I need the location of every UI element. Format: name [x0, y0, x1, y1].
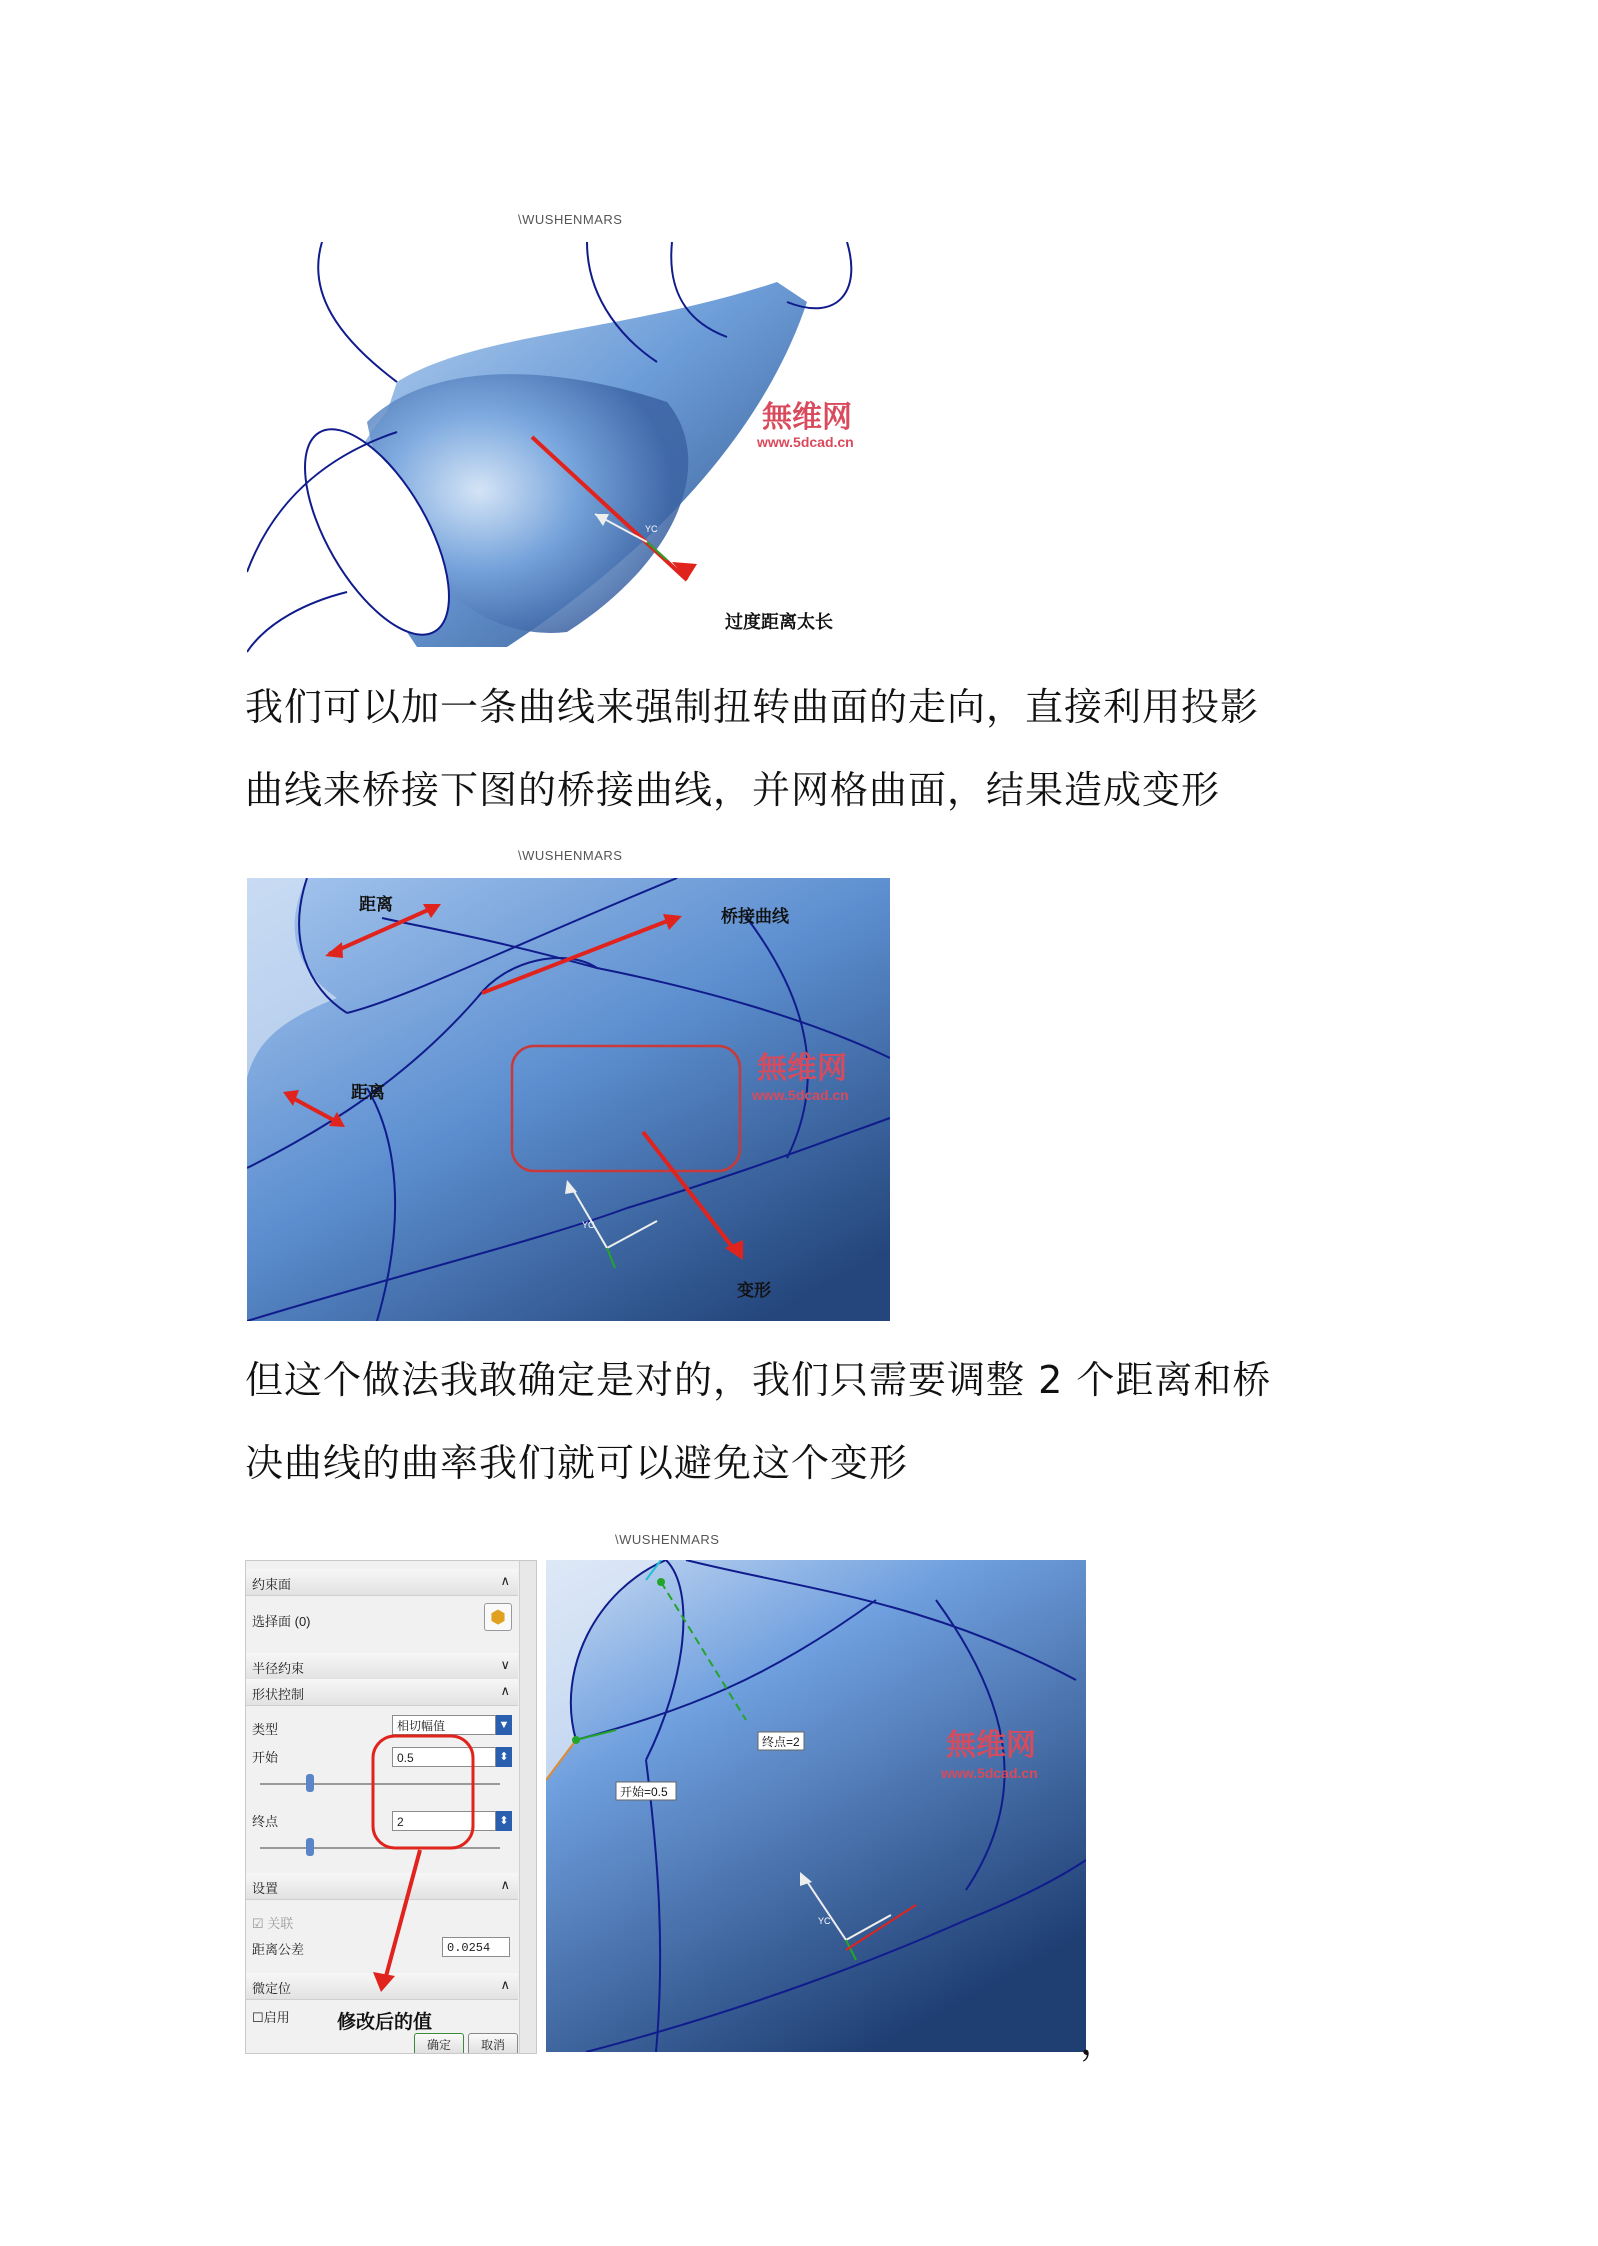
trailing-comma: ， — [1080, 2019, 1119, 2063]
annotation-modified-values: 修改后的值 — [337, 2011, 433, 2033]
end-tag: 终点=2 — [762, 1735, 800, 1749]
figure-3-viewport — [546, 1560, 1086, 2052]
label-distance-top: 距离 — [359, 895, 393, 915]
type-dropdown-icon[interactable]: ▼ — [496, 1715, 512, 1735]
section-fine-positioning[interactable]: 微定位 ∧ — [246, 1973, 518, 2000]
paragraph-1-line-2: 曲线来桥接下图的桥接曲线，并网格曲面，结果造成变形 — [245, 768, 1221, 812]
figure-1-render — [247, 242, 903, 656]
expand-icon[interactable]: ∨ — [500, 1657, 510, 1672]
start-stepper-icon[interactable]: ⬍ — [496, 1747, 512, 1767]
distance-tolerance-field[interactable]: 0.0254 — [442, 1937, 510, 1957]
axis-label-yc-2: YC — [582, 1220, 595, 1230]
axis-label-yc-3: YC — [818, 1916, 831, 1926]
annotation-too-long: 过度距离太长 — [725, 612, 833, 633]
section-settings[interactable]: 设置 ∧ — [246, 1873, 518, 1900]
logo-url-1: www.5dcad.cn — [757, 434, 854, 450]
watermark-2: \WUSHENMARS — [518, 848, 623, 863]
type-select[interactable]: 相切幅值 — [392, 1715, 496, 1735]
type-label: 类型 — [252, 1722, 279, 1737]
section-shape-control[interactable]: 形状控制 ∧ — [246, 1679, 518, 1706]
section-radius-constraint[interactable]: 半径约束 ∨ — [246, 1653, 518, 1680]
distance-tolerance-label: 距离公差 — [252, 1942, 305, 1957]
watermark-3: \WUSHENMARS — [615, 1532, 720, 1547]
paragraph-1-line-1: 我们可以加一条曲线来强制扭转曲面的走向，直接利用投影 — [245, 685, 1260, 729]
paragraph-2-line-2: 决曲线的曲率我们就可以避免这个变形 — [245, 1441, 909, 1485]
select-face-cube-icon[interactable]: ⬢ — [484, 1603, 512, 1631]
cancel-button[interactable]: 取消 — [468, 2033, 518, 2054]
end-label: 终点 — [252, 1814, 279, 1829]
logo-url-2: www.5dcad.cn — [752, 1087, 849, 1103]
start-value-field[interactable]: 0.5 — [392, 1747, 496, 1767]
axis-label-yc-1: YC — [645, 524, 658, 534]
figure-2-render — [247, 878, 890, 1321]
enable-checkbox[interactable]: ☐启用 — [252, 2010, 290, 2025]
logo-cn-2: 無维网 — [757, 1051, 847, 1086]
highlight-values-box — [373, 1736, 473, 1848]
watermark-1: \WUSHENMARS — [518, 212, 623, 227]
annotation-overlay — [245, 1560, 545, 2052]
arrow-modified-values — [385, 1850, 420, 1980]
logo-cn-1: 無维网 — [762, 400, 852, 435]
logo-url-3: www.5dcad.cn — [941, 1765, 1038, 1781]
collapse-icon[interactable]: ∧ — [500, 1977, 510, 1992]
ok-button[interactable]: 确定 — [414, 2033, 464, 2054]
collapse-icon[interactable]: ∧ — [500, 1683, 510, 1698]
label-deform: 变形 — [737, 1281, 771, 1301]
start-tag: 开始=0.5 — [620, 1785, 668, 1799]
section-constraint-face[interactable]: 约束面 ∧ — [246, 1569, 518, 1596]
end-value-field[interactable]: 2 — [392, 1811, 496, 1831]
logo-cn-3: 無维网 — [946, 1728, 1036, 1763]
collapse-icon[interactable]: ∧ — [500, 1573, 510, 1588]
label-bridge-curve: 桥接曲线 — [721, 907, 789, 927]
start-label: 开始 — [252, 1750, 279, 1765]
end-stepper-icon[interactable]: ⬍ — [496, 1811, 512, 1831]
collapse-icon[interactable]: ∧ — [500, 1877, 510, 1892]
select-face-row: 选择面 (0) — [252, 1614, 311, 1629]
paragraph-2-line-1: 但这个做法我敢确定是对的，我们只需要调整 2 个距离和桥 — [245, 1358, 1272, 1402]
label-distance-bottom: 距离 — [351, 1083, 385, 1103]
associative-checkbox[interactable]: ☑ 关联 — [252, 1916, 294, 1931]
